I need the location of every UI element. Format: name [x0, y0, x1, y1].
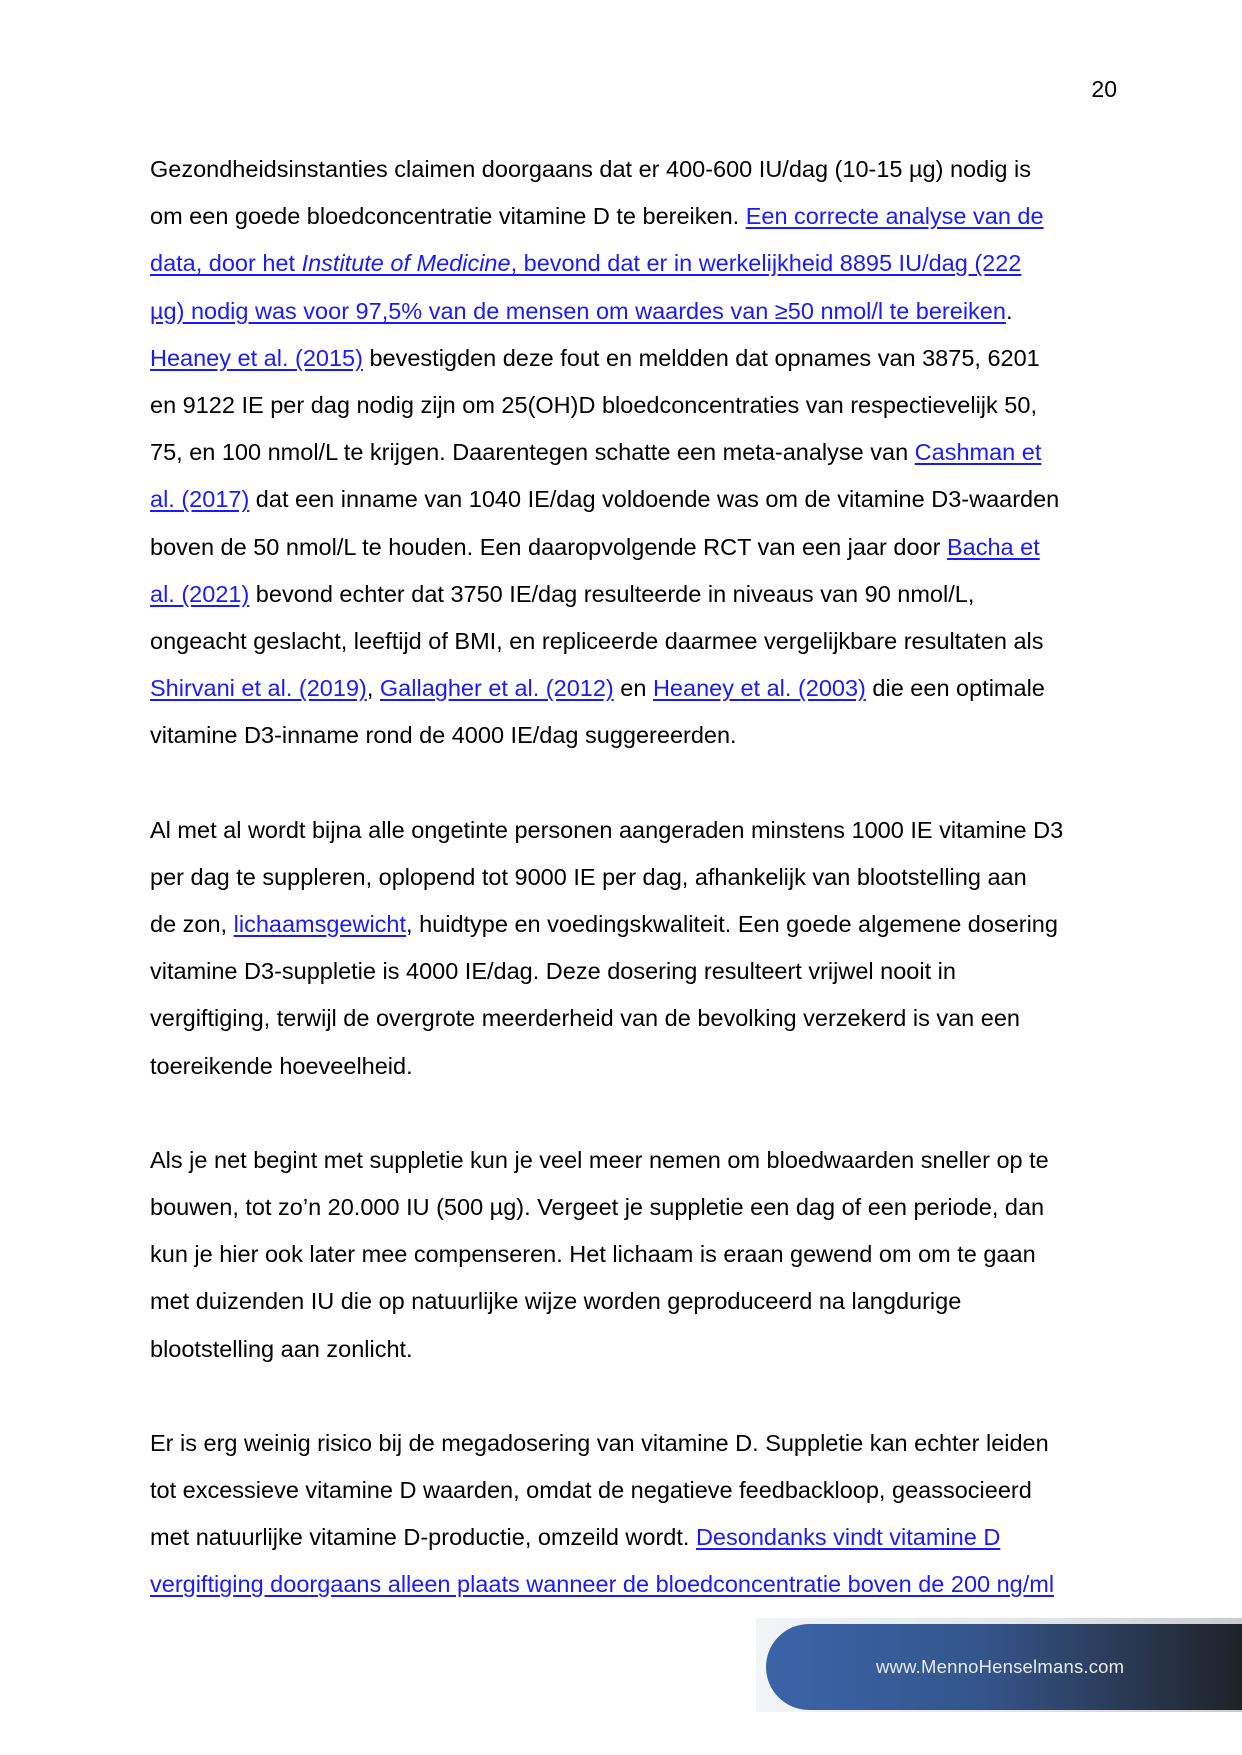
text-line — [150, 476, 1125, 523]
text-line — [150, 335, 1125, 382]
text-segment: en 9122 IE per dag nodig zijn om 25(OH)D bloedconcentraties van respectievelijk 50, — [150, 392, 1037, 419]
reference-link[interactable]: Desondanks vindt vitamine D — [695, 1524, 1001, 1551]
document-body — [150, 146, 1125, 1656]
text-segment: , huidtype en voedingskwaliteit. Een goede algemene dosering — [406, 911, 1058, 938]
reference-link[interactable]: al. (2017) — [150, 486, 250, 513]
text-segment: blootstelling aan zonlicht. — [150, 1335, 413, 1362]
text-segment: , — [366, 675, 380, 702]
text-segment: Als je net begint met suppletie kun je veel meer nemen om bloedwaarden sneller op te — [150, 1146, 1049, 1173]
reference-link[interactable]: Gallagher et al. (2012) — [379, 675, 614, 702]
text-line — [150, 1278, 1125, 1325]
text-line — [150, 571, 1125, 618]
text-segment: Gezondheidsinstanties claimen doorgaans dat er 400-600 IU/dag (10-15 µg) nodig is — [150, 156, 1031, 182]
text-line — [150, 1043, 1125, 1090]
text-segment: met natuurlijke vitamine D-productie, omzeild wordt. — [150, 1524, 696, 1551]
reference-link[interactable]: Bacha et — [946, 533, 1040, 560]
reference-link[interactable]: Institute of Medicine — [301, 250, 511, 277]
text-segment: tot excessieve vitamine D waarden, omdat de negatieve feedbackloop, geassocieerd — [150, 1477, 1032, 1504]
text-segment: per dag te suppleren, oplopend tot 9000 IE per dag, afhankelijk van blootstelling aan — [150, 863, 1027, 890]
paragraph — [150, 1137, 1125, 1373]
reference-link[interactable]: µg) nodig was voor 97,5% van de mensen om waardes van ≥50 nmol/l te bereiken — [150, 297, 1006, 324]
text-line — [150, 240, 1125, 287]
text-line — [150, 146, 1125, 193]
text-segment: Al met al wordt bijna alle ongetinte personen aangeraden minstens 1000 IE vitamine D3 — [150, 816, 1064, 843]
text-line — [150, 1420, 1125, 1467]
text-segment: en — [613, 675, 653, 702]
reference-link[interactable]: al. (2021) — [150, 580, 250, 607]
reference-link[interactable]: Heaney et al. (2015) — [150, 344, 363, 371]
text-segment: Er is erg weinig risico bij de megadosering van vitamine D. Suppletie kan echter leiden — [150, 1429, 1049, 1456]
footer-website-url: www.MennoHenselmans.com — [876, 1656, 1125, 1677]
text-line — [150, 712, 1125, 759]
text-segment: 75, en 100 nmol/L te krijgen. Daarentegen schatte een meta-analyse van — [150, 439, 915, 466]
text-line — [150, 901, 1125, 948]
paragraph — [150, 1420, 1125, 1609]
text-segment: kun je hier ook later mee compenseren. Het lichaam is eraan gewend om om te gaan — [150, 1241, 1036, 1268]
text-line — [150, 524, 1125, 571]
reference-link[interactable]: lichaamsgewicht — [233, 911, 407, 938]
text-segment: om een goede bloedconcentratie vitamine D te bereiken. — [150, 203, 746, 230]
reference-link[interactable]: Cashman et — [914, 439, 1042, 466]
text-segment: . — [1005, 297, 1013, 324]
text-line — [150, 1514, 1125, 1561]
page-number: 20 — [1091, 76, 1117, 102]
paragraph — [150, 807, 1125, 1090]
text-line — [150, 995, 1125, 1042]
reference-link[interactable]: , bevond dat er in werkelijkheid 8895 IU/dag (222 — [510, 250, 1022, 277]
text-segment: die een optimale — [865, 675, 1045, 702]
text-line — [150, 382, 1125, 429]
reference-link[interactable]: vergiftiging doorgaans alleen plaats wanneer de bloedconcentratie boven de 200 ng/ml — [150, 1571, 1055, 1598]
text-segment: bouwen, tot zo’n 20.000 IU (500 µg). Vergeet je suppletie een dag of een periode, dan — [150, 1194, 1045, 1221]
text-line — [150, 1137, 1125, 1184]
reference-link[interactable]: Shirvani et al. (2019) — [150, 675, 367, 702]
text-segment: toereikende hoeveelheid. — [150, 1052, 413, 1079]
text-line — [150, 618, 1125, 665]
text-segment: bevond echter dat 3750 IE/dag resulteerde in niveaus van 90 nmol/L, — [249, 580, 975, 607]
text-line — [150, 1184, 1125, 1231]
text-line — [150, 665, 1125, 712]
text-segment: bevestigden deze fout en meldden dat opnames van 3875, 6201 — [362, 344, 1040, 371]
text-line — [150, 429, 1125, 476]
reference-link[interactable]: Heaney et al. (2003) — [652, 675, 866, 702]
text-segment: met duizenden IU die op natuurlijke wijze worden geproduceerd na langdurige — [150, 1288, 962, 1315]
text-segment: vergiftiging, terwijl de overgrote meerderheid van de bevolking verzekerd is van een — [150, 1005, 1020, 1032]
text-segment: boven de 50 nmol/L te houden. Een daaropvolgende RCT van een jaar door — [150, 533, 947, 560]
text-segment: vitamine D3-suppletie is 4000 IE/dag. Deze dosering resulteert vrijwel nooit in — [150, 958, 956, 985]
reference-link[interactable]: data, door het — [150, 250, 302, 277]
text-line — [150, 288, 1125, 335]
text-line — [150, 854, 1125, 901]
text-line — [150, 193, 1125, 240]
text-line — [150, 1326, 1125, 1373]
text-segment: vitamine D3-inname rond de 4000 IE/dag suggereerden. — [150, 722, 737, 749]
text-segment: dat een inname van 1040 IE/dag voldoende was om de vitamine D3-waarden — [249, 486, 1060, 513]
text-line — [150, 1467, 1125, 1514]
text-line — [150, 948, 1125, 995]
text-segment: de zon, — [150, 911, 234, 938]
reference-link[interactable]: Een correcte analyse van de — [745, 203, 1044, 230]
text-segment: ongeacht geslacht, leeftijd of BMI, en repliceerde daarmee vergelijkbare resultaten als — [150, 628, 1044, 655]
text-line — [150, 807, 1125, 854]
text-line — [150, 1561, 1125, 1608]
paragraph — [150, 146, 1125, 760]
text-line — [150, 1231, 1125, 1278]
